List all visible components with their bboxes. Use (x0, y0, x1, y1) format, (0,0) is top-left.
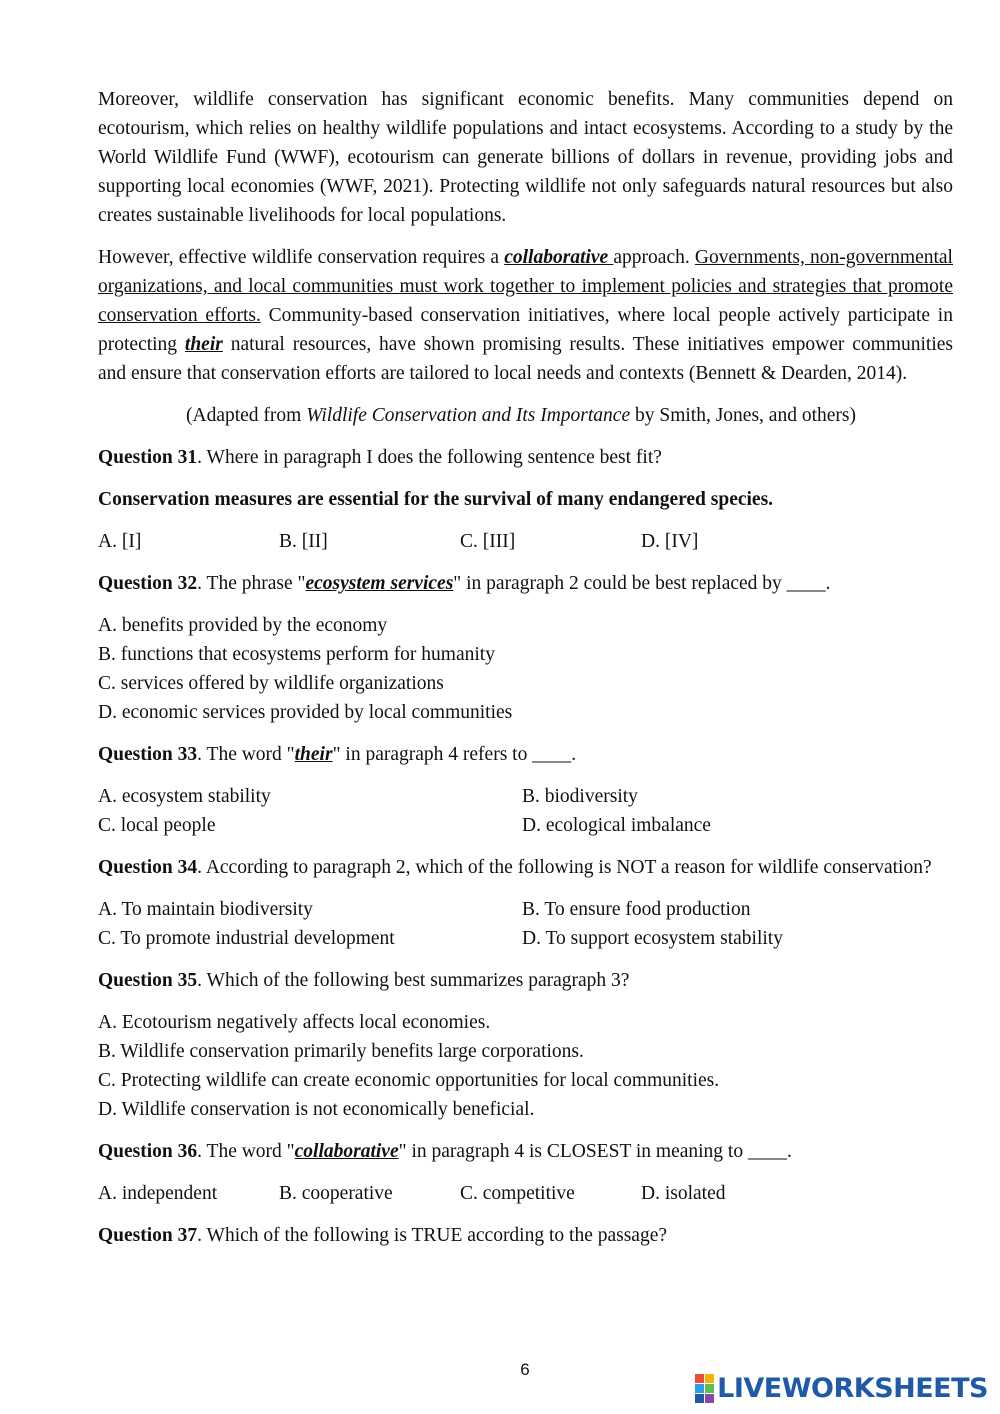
question-31-label: Question 31 (98, 447, 198, 468)
option-a[interactable]: A. To maintain biodiversity (98, 899, 313, 920)
question-34-options (98, 895, 953, 953)
option-b[interactable]: B. cooperative (279, 1183, 393, 1204)
paragraph-3: Moreover, wildlife conservation has significant economic benefits. Many communities depend on ecotourism, which relies on healthy wildlife populations and intact ecosystems. According to a study by the World Wildlife Fund (WWF), ecotourism can generate billions of dollars in revenue, providing jobs and supporting local economies (WWF, 2021). Protecting wildlife not only safeguards natural resources but also creates sustainable livelihoods for local populations. (98, 89, 953, 226)
option-d[interactable]: D. economic services provided by local communities (98, 702, 513, 723)
underlined-sentence: Governments, non-governmental organizations, and local communities must work together to implement policies and strategies that promote conservation efforts. (98, 247, 953, 326)
question-37 (98, 1221, 953, 1250)
option-c[interactable]: C. local people (98, 815, 216, 836)
question-31-text: . Where in paragraph I does the following sentence best fit? (197, 447, 662, 468)
question-34-text: . According to paragraph 2, which of the following is NOT a reason for wildlife conservation? (197, 857, 932, 878)
p4-text-b: approach. (613, 247, 695, 268)
option-d[interactable]: D. isolated (641, 1183, 726, 1204)
logo-square-1 (695, 1374, 704, 1383)
source-citation (98, 401, 953, 430)
liveworksheets-logo-text: LIVEWORKSHEETS (717, 1373, 988, 1404)
question-36-options (98, 1179, 953, 1208)
option-d[interactable]: D. Wildlife conservation is not economically beneficial. (98, 1099, 535, 1120)
option-d[interactable]: D. To support ecosystem stability (522, 928, 783, 949)
question-31 (98, 443, 953, 472)
question-32-label: Question 32 (98, 573, 198, 594)
liveworksheets-logo-icon (695, 1374, 714, 1403)
option-a[interactable]: A. Ecotourism negatively affects local economies. (98, 1012, 491, 1033)
question-36-label: Question 36 (98, 1141, 198, 1162)
question-33-options (98, 782, 953, 840)
option-d[interactable]: D. ecological imbalance (522, 815, 711, 836)
logo-square-2 (705, 1374, 714, 1383)
option-a[interactable]: A. [I] (98, 531, 142, 552)
option-a[interactable]: A. independent (98, 1183, 218, 1204)
question-37-text: . Which of the following is TRUE according to the passage? (197, 1225, 668, 1246)
liveworksheets-logo[interactable] (695, 1374, 988, 1403)
page-number: 6 (520, 1360, 530, 1379)
keyword-collaborative: collaborative (504, 247, 614, 268)
question-34-label: Question 34 (98, 857, 198, 878)
p4-text-a: However, effective wildlife conservation requires a (98, 247, 505, 268)
option-c[interactable]: C. competitive (460, 1183, 575, 1204)
question-35-options (98, 1008, 953, 1124)
question-33 (98, 740, 953, 769)
option-c[interactable]: C. Protecting wildlife can create economic opportunities for local communities. (98, 1070, 720, 1091)
question-32-options (98, 611, 953, 727)
keyword-their: their (184, 334, 223, 355)
p4-text-c: Community-based conservation initiatives, where local people actively participate in protecting (98, 305, 953, 355)
option-b[interactable]: B. functions that ecosystems perform for humanity (98, 644, 495, 665)
logo-square-6 (705, 1394, 714, 1403)
question-35-text: . Which of the following best summarizes paragraph 3? (197, 970, 630, 991)
document-page (98, 85, 953, 1263)
question-36 (98, 1137, 953, 1166)
option-b[interactable]: B. [II] (279, 531, 328, 552)
question-32-keyword: ecosystem services (305, 573, 454, 594)
option-a[interactable]: A. benefits provided by the economy (98, 615, 388, 636)
question-33-text-a: . The word " (197, 744, 295, 765)
option-b[interactable]: B. To ensure food production (522, 899, 751, 920)
logo-square-5 (695, 1394, 704, 1403)
question-35-label: Question 35 (98, 970, 198, 991)
question-36-text-b: " in paragraph 4 is CLOSEST in meaning to ____. (398, 1141, 792, 1162)
question-36-keyword: collaborative (294, 1141, 399, 1162)
question-33-label: Question 33 (98, 744, 198, 765)
question-36-text-a: . The word " (197, 1141, 295, 1162)
question-35 (98, 966, 953, 995)
option-b[interactable]: B. biodiversity (522, 786, 638, 807)
option-c[interactable]: C. services offered by wildlife organizations (98, 673, 444, 694)
question-33-text-b: " in paragraph 4 refers to ____. (332, 744, 577, 765)
question-32-text-a: . The phrase " (197, 573, 306, 594)
question-31-options (98, 527, 953, 556)
option-a[interactable]: A. ecosystem stability (98, 786, 271, 807)
p4-text-d: natural resources, have shown promising results. These initiatives empower communities and ensure that conservation efforts are tailored to local needs and contexts (Bennett & Dearden, 2014). (98, 334, 954, 384)
option-b[interactable]: B. Wildlife conservation primarily benefits large corporations. (98, 1041, 584, 1062)
question-34 (98, 853, 953, 882)
source-prefix: (Adapted from (186, 405, 307, 426)
question-33-keyword: their (294, 744, 333, 765)
option-c[interactable]: C. [III] (460, 531, 516, 552)
source-suffix: by Smith, Jones, and others) (630, 405, 856, 426)
question-32 (98, 569, 953, 598)
option-d[interactable]: D. [IV] (641, 531, 699, 552)
logo-square-4 (705, 1384, 714, 1393)
question-37-label: Question 37 (98, 1225, 198, 1246)
paragraph-4 (98, 243, 953, 388)
logo-square-3 (695, 1384, 704, 1393)
question-31-sentence: Conservation measures are essential for the survival of many endangered species. (98, 489, 774, 510)
source-title: Wildlife Conservation and Its Importance (306, 405, 631, 426)
question-32-text-b: " in paragraph 2 could be best replaced by ____. (453, 573, 831, 594)
option-c[interactable]: C. To promote industrial development (98, 928, 395, 949)
